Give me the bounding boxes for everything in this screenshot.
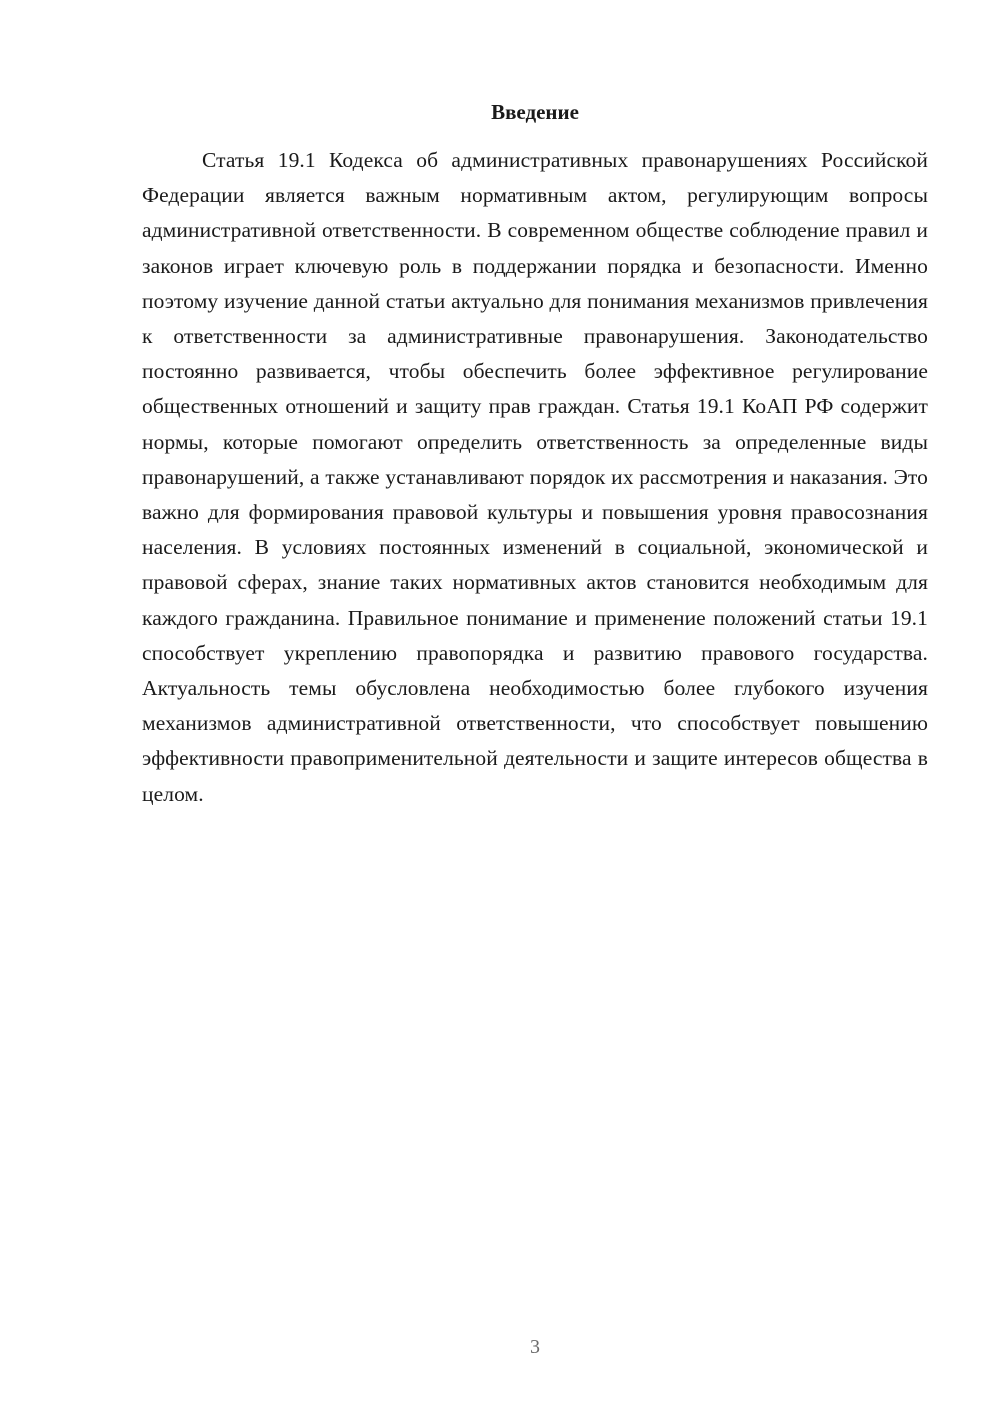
page-number: 3 [530, 1336, 540, 1358]
section-heading: Введение [491, 100, 579, 124]
body-paragraph: Статья 19.1 Кодекса об административных правонарушениях Российской Федерации является важным нормативным актом, регулирующим вопросы административной ответственности. В современном обществе соблюдение правил и законов играет ключевую роль в поддержании порядка и безопасности. Именно поэтому изучение данной статьи актуально для понимания механизмов привлечения к ответственности за административные правонарушения. Законодательство постоянно развивается, чтобы обеспечить более эффективное регулирование общественных отношений и защиту прав граждан. Статья 19.1 КоАП РФ содержит нормы, которые помогают определить ответственность за определенные виды правонарушений, а также устанавливают порядок их рассмотрения и наказания. Это важно для формирования правовой культуры и повышения уровня правосознания населения. В условиях постоянных изменений в социальной, экономической и правовой сферах, знание таких нормативных актов становится необходимым для каждого гражданина. Правильное понимание и применение положений статьи 19.1 способствует укреплению правопорядка и развитию правового государства. Актуальность темы обусловлена необходимостью более глубокого изучения механизмов административной ответственности, что способствует повышению эффективности правоприменительной деятельности и защите интересов общества в целом. [142, 148, 928, 806]
